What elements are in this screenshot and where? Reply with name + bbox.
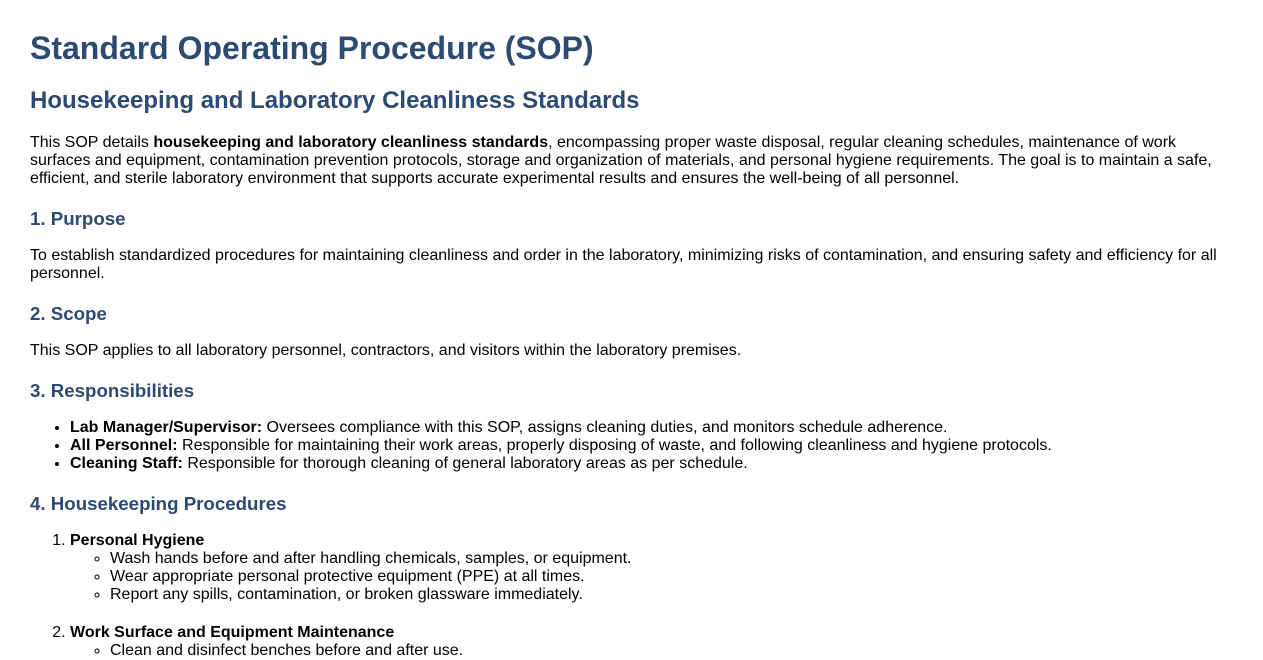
responsibility-role: Lab Manager/Supervisor: xyxy=(70,419,263,436)
procedure-title: Personal Hygiene xyxy=(70,532,205,549)
scope-text: This SOP applies to all laboratory personnel, contractors, and visitors within the laboratory premises. xyxy=(30,342,742,359)
procedure-title: Work Surface and Equipment Maintenance xyxy=(70,624,395,641)
intro-paragraph xyxy=(30,134,1233,188)
procedure-step: ◦ Wash hands before and after handling chemicals, samples, or equipment. xyxy=(110,550,1233,568)
responsibility-desc: Responsible for thorough cleaning of general laboratory areas as per schedule. xyxy=(182,455,748,472)
responsibility-role: All Personnel: xyxy=(70,437,178,454)
procedure-step: ◦ Wear appropriate personal protective equipment (PPE) at all times. xyxy=(110,568,1233,586)
responsibility-desc: Responsible for maintaining their work areas, properly disposing of waste, and following cleanliness and hygiene protocols. xyxy=(177,437,1052,454)
responsibility-item xyxy=(70,437,1233,455)
procedures-list xyxy=(30,532,1233,660)
procedure-item xyxy=(70,532,1233,604)
purpose-heading: 1. Purpose xyxy=(30,208,126,229)
responsibility-role: Cleaning Staff: xyxy=(70,455,183,472)
page-title: Standard Operating Procedure (SOP) xyxy=(30,30,594,66)
purpose-text: To establish standardized procedures for maintaining cleanliness and order in the laboratory, minimizing risks of contamination, and ensuring safety and efficiency for all personnel. xyxy=(30,247,1217,282)
responsibility-item xyxy=(70,419,1233,437)
intro-bold: housekeeping and laboratory cleanliness standards xyxy=(153,134,549,151)
procedures-heading: 4. Housekeeping Procedures xyxy=(30,493,287,514)
intro-suffix: , encompassing proper waste disposal, regular cleaning schedules, maintenance of work surfaces and equipment, contamination prevention protocols, storage and organization of materials, and personal hygiene requirements. The goal is to maintain a safe, efficient, and sterile laboratory environment that supports accurate experimental results and ensures the well-being of all personnel. xyxy=(30,134,1212,187)
responsibilities-heading: 3. Responsibilities xyxy=(30,380,195,401)
page-subtitle: Housekeeping and Laboratory Cleanliness Standards xyxy=(30,87,640,114)
procedure-steps xyxy=(70,550,1233,604)
responsibilities-list xyxy=(30,419,1233,473)
responsibility-item xyxy=(70,455,1233,473)
scope-heading: 2. Scope xyxy=(30,303,107,324)
procedure-step: ◦ Report any spills, contamination, or broken glassware immediately. xyxy=(110,586,1233,604)
procedure-step: ◦ Clean and disinfect benches before and after use. xyxy=(110,642,1233,660)
procedure-steps xyxy=(70,642,1233,660)
intro-prefix: This SOP details xyxy=(30,134,154,151)
procedure-item xyxy=(70,624,1233,660)
responsibility-desc: Oversees compliance with this SOP, assigns cleaning duties, and monitors schedule adherence. xyxy=(262,419,948,436)
